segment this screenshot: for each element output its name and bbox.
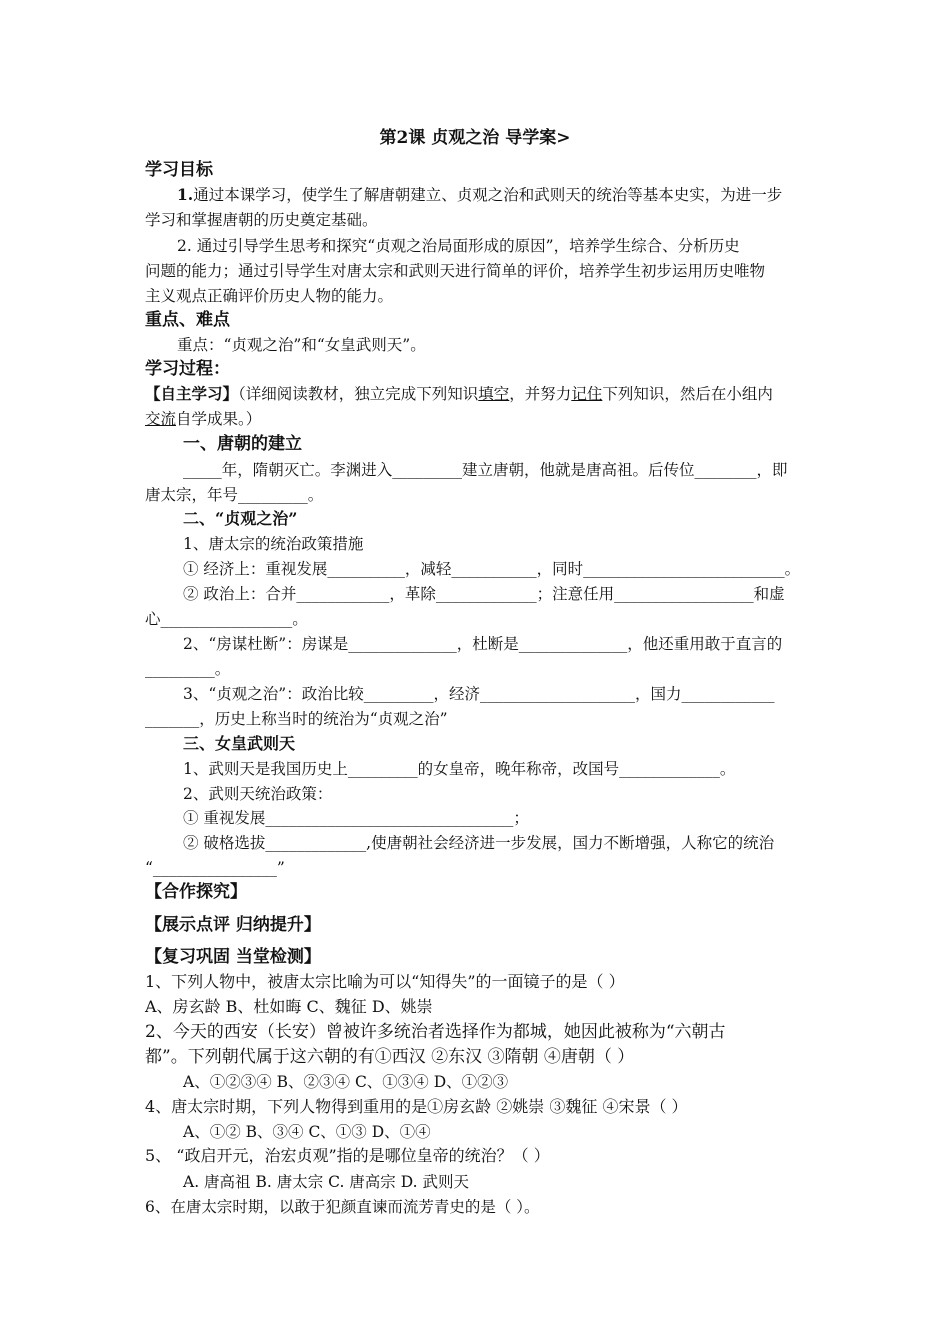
part3-sub-3: “________________” [145,859,285,877]
self-study-text-d: 自学成果。） [176,410,262,428]
question-6: 6、在唐太宗时期，以敢于犯颜直谏而流芳青史的是（ ）。 [145,1198,540,1216]
question-2-line-2: 都”。下列朝代属于这六朝的有①西汉 ②东汉 ③隋朝 ④唐朝（ ） [145,1047,635,1067]
keypoints-heading: 重点、难点 [145,310,230,330]
part1-heading: 一、唐朝的建立 [183,434,302,454]
objective-2-line-3: 主义观点正确评价历史人物的能力。 [145,287,394,305]
self-study-line-2 [145,407,261,431]
part2-heading: 二、“贞观之治” [183,509,298,528]
self-study-underline-3: 交流 [145,410,177,428]
question-2-options: A、①②③④ B、②③④ C、①③④ D、①②③ [183,1073,509,1091]
part2-politics-line-1: ② 政治上：合并____________，革除_____________；注意任用__________________和虚 [183,585,785,603]
self-study-underline-2: 记住 [571,385,603,403]
part2-item-1: 1、唐太宗的统治政策措施 [183,535,364,553]
part2-item-2-line-1: 2、“房谋杜断”：房谋是______________，杜断是______________，他还重用敢于直言的 [183,635,783,653]
part2-economy: ① 经济上：重视发展__________，减轻___________，同时__________________________。 [183,560,801,578]
part1-line-1: _____年，隋朝灭亡。李渊进入_________建立唐朝，他就是唐高祖。后传位________，即 [183,461,788,479]
part1-line-2: 唐太宗，年号_________。 [145,486,324,504]
self-study-line-1 [145,382,773,406]
self-study-label: 【自主学习】 [145,384,239,403]
question-2-line-1: 2、今天的西安（长安）曾被许多统治者选择作为都城，她因此被称为“六朝古 [145,1022,726,1042]
part3-item-1: 1、武则天是我国历史上_________的女皇帝，晚年称帝，改国号_____________。 [183,760,736,778]
coop-heading: 【合作探究】 [145,882,247,902]
objective-1-number: 1. [177,185,194,204]
part3-heading: 三、女皇武则天 [183,734,296,753]
question-1: 1、下列人物中，被唐太宗比喻为可以“知得失”的一面镜子的是（ ） [145,972,625,991]
question-4-options: A、①② B、③④ C、①③ D、①④ [183,1123,431,1141]
objective-1-line-1 [177,183,782,207]
self-study-text-b: ，并努力 [509,385,572,403]
objective-1-text: 通过本课学习，使学生了解唐朝建立、贞观之治和武则天的统治等基本史实，为进一步 [193,186,783,204]
show-heading: 【展示点评 归纳提升】 [145,915,321,935]
part2-item-3-line-1: 3、“贞观之治”：政治比较_________，经济____________________，国力____________ [183,685,775,703]
process-heading: 学习过程： [145,359,230,379]
objective-2-line-1: 2. 通过引导学生思考和探究“贞观之治局面形成的原因”，培养学生综合、分析历史 [177,237,740,255]
review-heading: 【复习巩固 当堂检测】 [145,947,321,967]
self-study-text-a: （详细阅读教材，独立完成下列知识 [238,385,479,403]
question-4: 4、唐太宗时期，下列人物得到重用的是①房玄龄 ②姚崇 ③魏征 ④宋景（ ） [145,1097,688,1116]
question-5-options: A. 唐高祖 B. 唐太宗 C. 唐高宗 D. 武则天 [183,1173,469,1191]
objectives-heading: 学习目标 [145,160,213,180]
part3-sub-1: ① 重视发展________________________________； [183,809,529,827]
part3-sub-2: ② 破格选拔_____________,使唐朝社会经济进一步发展，国力不断增强，人称它的统治 [183,834,775,852]
part2-item-2-line-2: _________。 [145,660,231,678]
question-5: 5、 “政启开元，治宏贞观”指的是哪位皇帝的统治？（ ） [145,1146,550,1165]
objective-2-line-2: 问题的能力；通过引导学生对唐太宗和武则天进行简单的评价，培养学生初步运用历史唯物 [145,262,766,280]
part3-item-2: 2、武则天统治政策： [183,785,333,803]
page-title: 第2课 贞观之治 导学案> [379,128,571,148]
part2-politics-line-2: 心_________________。 [145,610,308,628]
keypoints-text: 重点：“贞观之治”和“女皇武则天”。 [177,336,426,354]
self-study-text-c: 下列知识，然后在小组内 [602,385,773,403]
part2-item-3-line-2: _______，历史上称当时的统治为“贞观之治” [145,710,448,728]
question-1-options: A、房玄龄 B、杜如晦 C、魏征 D、姚崇 [145,997,433,1016]
self-study-underline-1: 填空 [478,385,510,403]
objective-1-line-2: 学习和掌握唐朝的历史奠定基础。 [145,211,378,229]
